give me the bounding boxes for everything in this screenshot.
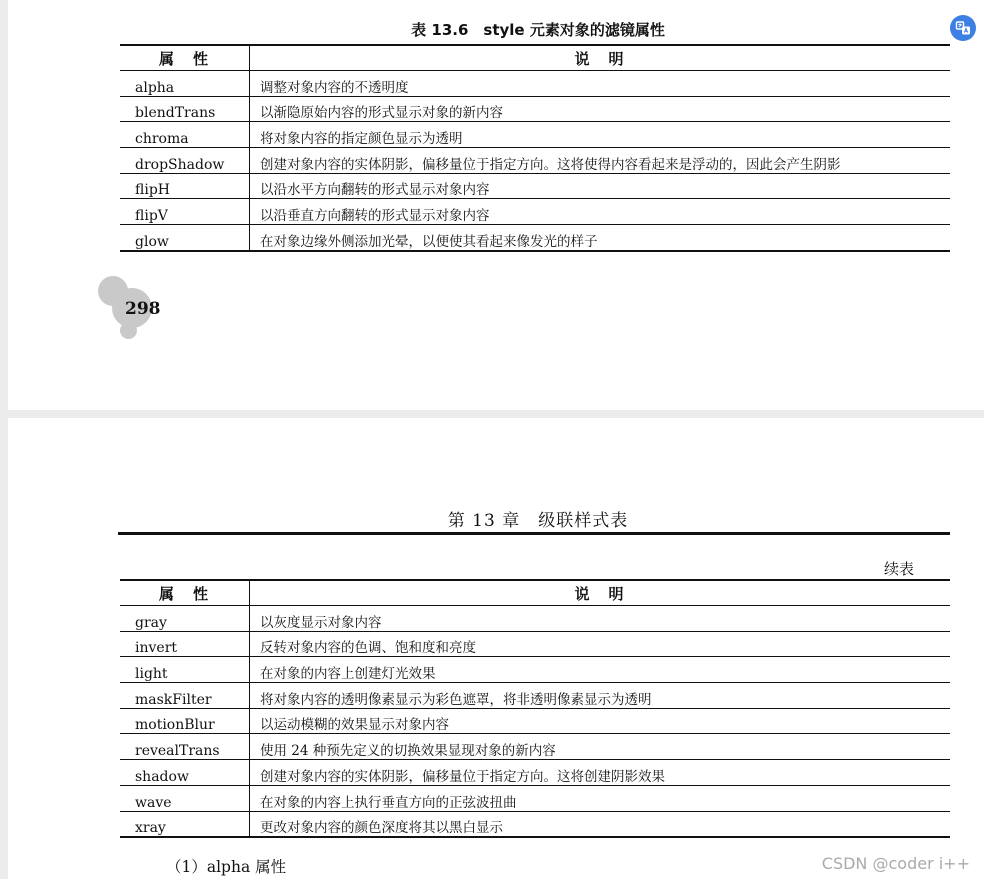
property-name: alpha xyxy=(120,71,250,97)
property-description: 创建对象内容的实体阴影，偏移量位于指定方向。这将使得内容看起来是浮动的，因此会产生阴影 xyxy=(250,148,951,174)
table-row xyxy=(120,96,950,122)
table-row xyxy=(120,760,950,786)
property-name: glow xyxy=(120,225,250,251)
property-name: shadow xyxy=(120,760,250,786)
description-column-header: 说 明 xyxy=(250,45,951,71)
property-description: 在对象的内容上执行垂直方向的正弦波扭曲 xyxy=(250,785,951,811)
property-name: gray xyxy=(120,606,250,632)
table-row xyxy=(120,71,950,97)
table-row xyxy=(120,657,950,683)
property-name: blendTrans xyxy=(120,96,250,122)
property-column-header: 属 性 xyxy=(120,45,250,71)
property-description: 使用 24 种预先定义的切换效果显现对象的新内容 xyxy=(250,734,951,760)
table-row xyxy=(120,173,950,199)
property-name: xray xyxy=(120,811,250,837)
table-body xyxy=(120,606,950,838)
page-299 xyxy=(8,418,984,879)
table-caption: 表 13.6 style 元素对象的滤镜属性 xyxy=(411,21,665,39)
table-row xyxy=(120,606,950,632)
section-heading: （1）alpha 属性 xyxy=(166,858,287,876)
property-description: 在对象的内容上创建灯光效果 xyxy=(250,657,951,683)
watermark: CSDN @coder i++ xyxy=(821,854,970,873)
property-description: 反转对象内容的色调、饱和度和亮度 xyxy=(250,631,951,657)
chapter-title: 第 13 章 级联样式表 xyxy=(447,511,629,531)
property-description: 调整对象内容的不透明度 xyxy=(250,71,951,97)
property-column-header: 属 性 xyxy=(120,580,250,606)
property-description: 以沿水平方向翻转的形式显示对象内容 xyxy=(250,173,951,199)
property-name: revealTrans xyxy=(120,734,250,760)
property-description: 以渐隐原始内容的形式显示对象的新内容 xyxy=(250,96,951,122)
table-row xyxy=(120,148,950,174)
property-name: flipH xyxy=(120,173,250,199)
property-name: maskFilter xyxy=(120,683,250,709)
translate-icon xyxy=(955,20,971,36)
table-row xyxy=(120,199,950,225)
page-298 xyxy=(8,0,984,410)
table-row xyxy=(120,708,950,734)
chapter-rule xyxy=(118,532,950,535)
property-name: motionBlur xyxy=(120,708,250,734)
table-row xyxy=(120,683,950,709)
filter-properties-table xyxy=(120,44,950,252)
property-description: 以灰度显示对象内容 xyxy=(250,606,951,632)
property-name: flipV xyxy=(120,199,250,225)
property-name: invert xyxy=(120,631,250,657)
property-name: light xyxy=(120,657,250,683)
property-description: 以沿垂直方向翻转的形式显示对象内容 xyxy=(250,199,951,225)
table-row xyxy=(120,734,950,760)
table-body xyxy=(120,71,950,251)
property-description: 将对象内容的透明像素显示为彩色遮罩，将非透明像素显示为透明 xyxy=(250,683,951,709)
table-header-row xyxy=(120,580,950,606)
property-description: 在对象边缘外侧添加光晕，以便使其看起来像发光的样子 xyxy=(250,225,951,251)
table-row xyxy=(120,811,950,837)
table-row xyxy=(120,785,950,811)
property-description: 将对象内容的指定颜色显示为透明 xyxy=(250,122,951,148)
table-row xyxy=(120,631,950,657)
property-description: 更改对象内容的颜色深度将其以黑白显示 xyxy=(250,811,951,837)
property-name: dropShadow xyxy=(120,148,250,174)
property-name: wave xyxy=(120,785,250,811)
filter-properties-table-continued xyxy=(120,579,950,838)
table-header-row xyxy=(120,45,950,71)
property-name: chroma xyxy=(120,122,250,148)
property-description: 创建对象内容的实体阴影，偏移量位于指定方向。这将创建阴影效果 xyxy=(250,760,951,786)
continued-label: 续表 xyxy=(884,560,915,578)
table-row xyxy=(120,225,950,251)
translate-button[interactable] xyxy=(950,15,976,41)
page-number: 298 xyxy=(125,299,161,319)
property-description: 以运动模糊的效果显示对象内容 xyxy=(250,708,951,734)
table-row xyxy=(120,122,950,148)
description-column-header: 说 明 xyxy=(250,580,951,606)
